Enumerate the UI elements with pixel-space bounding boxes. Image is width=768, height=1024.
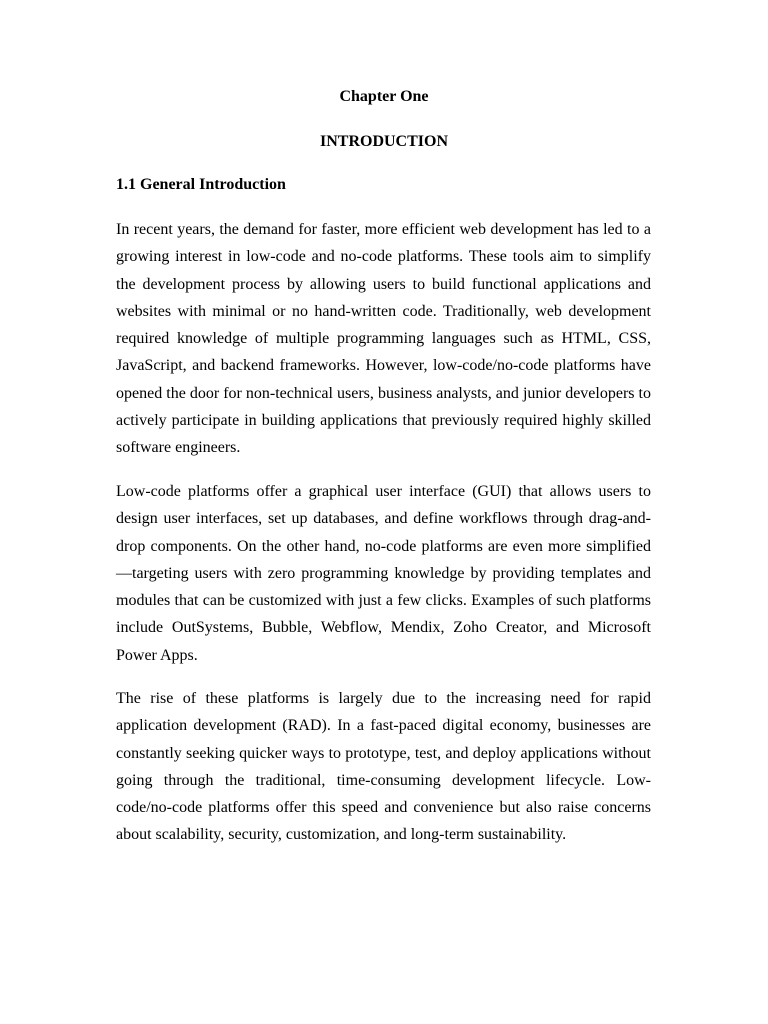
chapter-title: Chapter One	[339, 88, 429, 105]
introduction-title: INTRODUCTION	[319, 133, 448, 150]
paragraph-3: The rise of these platforms is largely due to the increasing need for rapid application development (RAD). In a fast-paced digital economy, businesses are constantly seeking quicker ways to prototype, test, and deploy applications without going through the traditional, time-consuming development lifecycle. Low-code/no-code platforms offer this speed and convenience but also raise concerns about scalability, security, customization, and long-term sustainability.	[116, 690, 651, 844]
paragraph-2: Low-code platforms offer a graphical user interface (GUI) that allows users to design user interfaces, set up databases, and define workflows through drag-and-drop components. On the other hand, no-code platforms are even more simplified—targeting users with zero programming knowledge by providing templates and modules that can be customized with just a few clicks. Examples of such platforms include OutSystems, Bubble, Webflow, Mendix, Zoho Creator, and Microsoft Power Apps.	[116, 483, 651, 664]
section-heading: 1.1 General Introduction	[116, 176, 286, 193]
paragraph-1: In recent years, the demand for faster, more efficient web development has led to a growing interest in low-code and no-code platforms. These tools aim to simplify the development process by allowing users to build functional applications and websites with minimal or no hand-written code. Traditionally, web development required knowledge of multiple programming languages such as HTML, CSS, JavaScript, and backend frameworks. However, low-code/no-code platforms have opened the door for non-technical users, business analysts, and junior developers to actively participate in building applications that previously required highly skilled software engineers.	[116, 221, 651, 457]
